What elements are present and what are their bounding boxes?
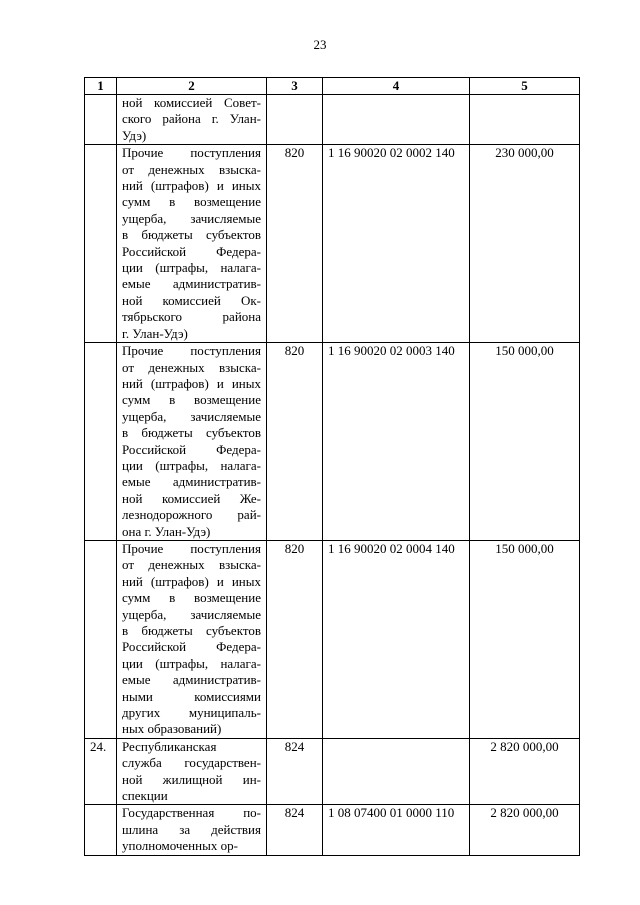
- revenue-name-line: лезнодорожного рай-: [122, 507, 261, 523]
- revenue-name-cell: [117, 343, 267, 541]
- row-number-cell: [85, 145, 117, 343]
- revenue-name-line: ной комиссией Же-: [122, 490, 261, 506]
- revenue-name-line: от денежных взыска-: [122, 359, 261, 375]
- revenue-name-line: ущерба, зачисляемые: [122, 210, 261, 226]
- revenue-name-line: ущерба, зачисляемые: [122, 408, 261, 424]
- revenue-name-line: ной жилищной ин-: [122, 771, 261, 787]
- budget-code-cell: 1 16 90020 02 0004 140: [323, 540, 470, 738]
- budget-code-cell: 1 16 90020 02 0002 140: [323, 145, 470, 343]
- budget-code-cell: [323, 738, 470, 805]
- revenue-name-line: сумм в возмещение: [122, 590, 261, 606]
- revenue-name-line: от денежных взыска-: [122, 161, 261, 177]
- revenue-name-line: ний (штрафов) и иных: [122, 178, 261, 194]
- revenue-name-line: ущерба, зачисляемые: [122, 606, 261, 622]
- revenue-name-line: ными комиссиями: [122, 688, 261, 704]
- revenue-name-line: в бюджеты субъектов: [122, 425, 261, 441]
- revenue-name-line: Российской Федера-: [122, 639, 261, 655]
- revenue-name-line: в бюджеты субъектов: [122, 227, 261, 243]
- admin-code-cell: 820: [267, 540, 323, 738]
- row-number-cell: 24.: [85, 738, 117, 805]
- amount-cell: 2 820 000,00: [470, 738, 580, 805]
- revenue-name-line: ной комиссией Совет-: [122, 95, 261, 110]
- revenue-name-line: емые административ-: [122, 474, 261, 490]
- revenue-name-line: ний (штрафов) и иных: [122, 375, 261, 391]
- revenue-name-cell: [117, 738, 267, 805]
- budget-code-cell: 1 08 07400 01 0000 110: [323, 805, 470, 855]
- budget-code-cell: 1 16 90020 02 0003 140: [323, 343, 470, 541]
- admin-code-cell: 824: [267, 738, 323, 805]
- revenue-name-line: Государственная по-: [122, 805, 261, 821]
- table-row: [85, 343, 580, 541]
- revenue-name-line: ных образований): [122, 721, 222, 737]
- admin-code-cell: 824: [267, 805, 323, 855]
- table-body: [85, 95, 580, 856]
- revenue-name-cell: [117, 540, 267, 738]
- amount-cell: [470, 95, 580, 145]
- row-number-cell: [85, 95, 117, 145]
- revenue-name-line: ции (штрафы, налага-: [122, 260, 261, 276]
- revenue-name-line: сумм в возмещение: [122, 194, 261, 210]
- col-header-5: 5: [470, 78, 580, 95]
- col-header-2: 2: [117, 78, 267, 95]
- revenue-name-line: Республиканская: [122, 738, 217, 754]
- revenue-name-line: Российской Федера-: [122, 243, 261, 259]
- revenue-name-line: ной комиссией Ок-: [122, 292, 261, 308]
- revenue-name-line: в бюджеты субъектов: [122, 623, 261, 638]
- row-number-cell: [85, 805, 117, 855]
- col-header-3: 3: [267, 78, 323, 95]
- table-row: [85, 738, 580, 805]
- revenue-name-line: ний (штрафов) и иных: [122, 573, 261, 589]
- admin-code-cell: 820: [267, 145, 323, 343]
- revenue-table: [84, 77, 580, 856]
- amount-cell: 230 000,00: [470, 145, 580, 343]
- revenue-name-line: уполномоченных ор-: [122, 838, 238, 854]
- col-header-1: 1: [85, 78, 117, 95]
- revenue-name-line: других муниципаль-: [122, 705, 261, 721]
- revenue-name-cell: [117, 145, 267, 343]
- table-row: [85, 95, 580, 145]
- table-row: [85, 540, 580, 738]
- admin-code-cell: [267, 95, 323, 145]
- revenue-name-line: емые административ-: [122, 276, 261, 292]
- revenue-name-line: ции (штрафы, налага-: [122, 655, 261, 671]
- budget-code-cell: [323, 95, 470, 145]
- revenue-name-line: ции (штрафы, налага-: [122, 457, 261, 473]
- header-row: [85, 78, 580, 95]
- revenue-name-line: г. Улан-Удэ): [122, 325, 188, 341]
- revenue-name-cell: [117, 805, 267, 855]
- revenue-name-line: служба государствен-: [122, 755, 261, 771]
- admin-code-cell: 820: [267, 343, 323, 541]
- revenue-name-line: Удэ): [122, 127, 147, 143]
- table-row: [85, 145, 580, 343]
- revenue-name-line: она г. Улан-Удэ): [122, 523, 211, 539]
- revenue-name-line: шлина за действия: [122, 821, 261, 837]
- revenue-name-line: Прочие поступления: [122, 343, 261, 359]
- revenue-name-line: емые административ-: [122, 672, 261, 688]
- table-row: [85, 805, 580, 855]
- amount-cell: 2 820 000,00: [470, 805, 580, 855]
- amount-cell: 150 000,00: [470, 343, 580, 541]
- page-number: 23: [313, 37, 327, 52]
- revenue-name-line: Прочие поступления: [122, 145, 261, 161]
- revenue-name-line: ского района г. Улан-: [122, 111, 261, 127]
- revenue-name-line: тябрьского района: [122, 309, 261, 325]
- row-number-cell: [85, 540, 117, 738]
- revenue-name-line: Российской Федера-: [122, 441, 261, 457]
- revenue-name-cell: [117, 95, 267, 145]
- revenue-name-line: спекции: [122, 788, 168, 804]
- col-header-4: 4: [323, 78, 470, 95]
- amount-cell: 150 000,00: [470, 540, 580, 738]
- revenue-name-line: от денежных взыска-: [122, 557, 261, 573]
- row-number-cell: [85, 343, 117, 541]
- revenue-name-line: Прочие поступления: [122, 540, 261, 556]
- revenue-name-line: сумм в возмещение: [122, 392, 261, 408]
